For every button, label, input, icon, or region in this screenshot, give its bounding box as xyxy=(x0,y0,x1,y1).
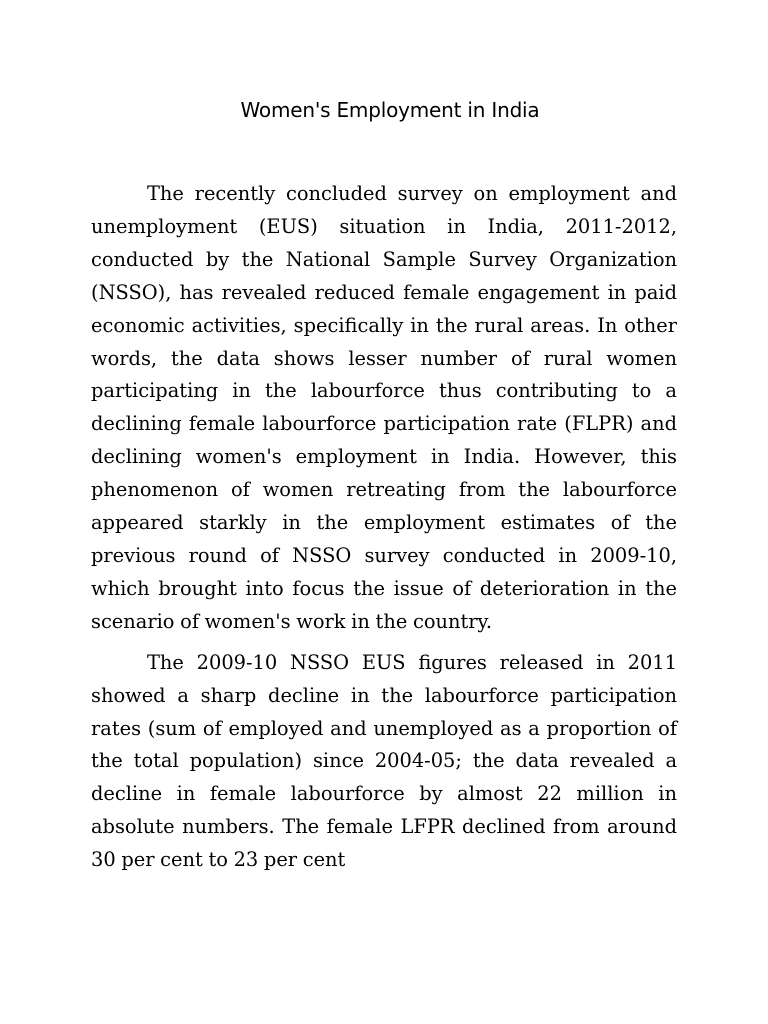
document-title: Women's Employment in India xyxy=(240,98,540,122)
body-paragraph-1: The recently concluded survey on employment and unemployment (EUS) situation in India, 2011-2012, conducted by the National Sample Survey Organization (NSSO), has revealed reduced female engagement in paid economic activities, specifically in the rural areas. In other words, the data shows lesser number of rural women participating in the labourforce thus contributing to a declining female labourforce participation rate (FLPR) and declining women's employment in India. However, this phenomenon of women retreating from the labourforce appeared starkly in the employment estimates of the previous round of NSSO survey conducted in 2009-10, which brought into focus the issue of deterioration in the scenario of women's work in the country. xyxy=(91,182,677,633)
document-page xyxy=(91,95,677,877)
body-paragraph-2: The 2009-10 NSSO EUS figures released in 2011 showed a sharp decline in the labourforce participation rates (sum of employed and unemployed as a proportion of the total population) since 2004-05; the data revealed a decline in female labourforce by almost 22 million in absolute numbers. The female LFPR declined from around 30 per cent to 23 per cent xyxy=(91,650,677,872)
